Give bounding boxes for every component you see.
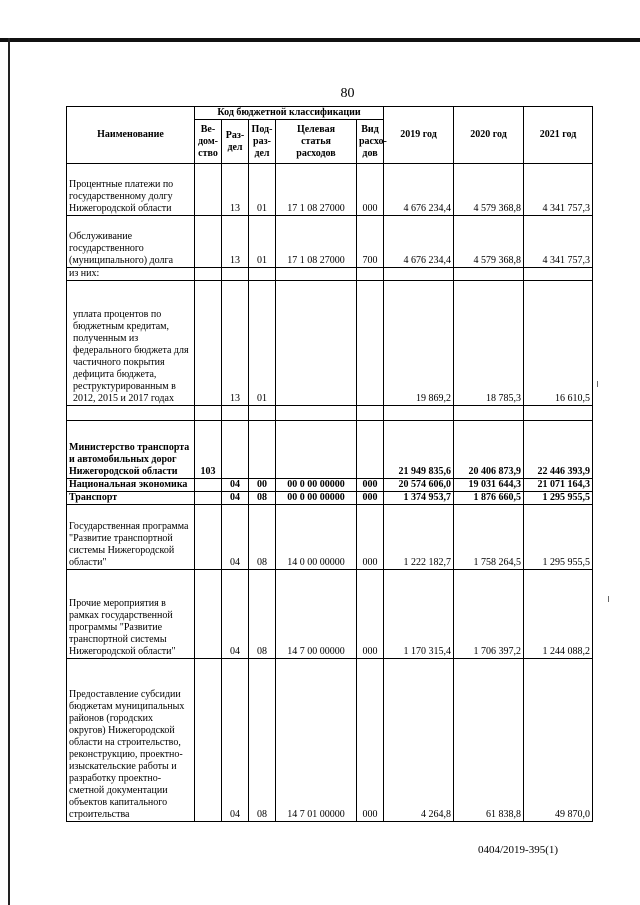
cell-vedomstvo [195, 406, 222, 421]
cell-target: 14 7 00 00000 [276, 570, 357, 659]
cell-vid [357, 268, 384, 281]
cell-podrazdel: 01 [249, 216, 276, 268]
cell-name: Национальная экономика [67, 479, 195, 492]
cell-vedomstvo [195, 505, 222, 570]
cell-2019 [384, 268, 454, 281]
cell-2021 [524, 406, 593, 421]
cell-name: Государственная программа "Развитие транспортной системы Нижегородской области" [67, 505, 195, 570]
cell-razdel: 04 [222, 505, 249, 570]
cell-podrazdel: 01 [249, 281, 276, 406]
cell-name [67, 406, 195, 421]
cell-name: уплата процентов по бюджетным кредитам, полученным из федерального бюджета для частичного покрытия дефицита бюджета, реструктурированным в 2012, 2015 и 2017 годах [67, 281, 195, 406]
cell-2021: 49 870,0 [524, 659, 593, 822]
margin-tick-mark [597, 381, 598, 387]
header-code-group: Код бюджетной классификации [195, 107, 384, 120]
cell-vedomstvo [195, 492, 222, 505]
table-row [67, 659, 593, 822]
cell-target [276, 268, 357, 281]
document-code: 0404/2019-395(1) [478, 844, 559, 856]
table-row [67, 406, 593, 421]
cell-razdel [222, 421, 249, 479]
cell-vid [357, 281, 384, 406]
cell-razdel: 04 [222, 479, 249, 492]
cell-2020: 4 579 368,8 [454, 164, 524, 216]
cell-2019: 19 869,2 [384, 281, 454, 406]
header-name: Наименование [67, 107, 195, 164]
cell-2020: 19 031 644,3 [454, 479, 524, 492]
cell-target: 00 0 00 00000 [276, 492, 357, 505]
cell-vedomstvo [195, 268, 222, 281]
cell-2020: 1 758 264,5 [454, 505, 524, 570]
cell-2021: 1 295 955,5 [524, 505, 593, 570]
cell-vedomstvo [195, 216, 222, 268]
cell-razdel [222, 406, 249, 421]
cell-podrazdel: 08 [249, 505, 276, 570]
cell-name: Министерство транспорта и автомобильных дорог Нижегородской области [67, 421, 195, 479]
cell-2019: 4 676 234,4 [384, 216, 454, 268]
cell-2020: 18 785,3 [454, 281, 524, 406]
table-row [67, 164, 593, 216]
cell-target: 14 0 00 00000 [276, 505, 357, 570]
table-row [67, 570, 593, 659]
cell-podrazdel: 08 [249, 570, 276, 659]
cell-2019: 1 170 315,4 [384, 570, 454, 659]
table-row [67, 421, 593, 479]
cell-target [276, 406, 357, 421]
cell-2021: 22 446 393,9 [524, 421, 593, 479]
cell-name: Процентные платежи по государственному долгу Нижегородской области [67, 164, 195, 216]
cell-razdel: 13 [222, 164, 249, 216]
cell-2021: 16 610,5 [524, 281, 593, 406]
cell-2020 [454, 268, 524, 281]
table-row [67, 479, 593, 492]
cell-2019: 4 264,8 [384, 659, 454, 822]
cell-vid: 000 [357, 164, 384, 216]
cell-vedomstvo: 103 [195, 421, 222, 479]
cell-target: 17 1 08 27000 [276, 216, 357, 268]
cell-name: Обслуживание государственного (муниципального) долга [67, 216, 195, 268]
cell-vedomstvo [195, 659, 222, 822]
cell-target [276, 421, 357, 479]
cell-2019 [384, 406, 454, 421]
cell-vid [357, 421, 384, 479]
table-row [67, 492, 593, 505]
cell-vid: 000 [357, 479, 384, 492]
cell-razdel: 04 [222, 570, 249, 659]
cell-2019: 1 222 182,7 [384, 505, 454, 570]
margin-tick-mark [608, 596, 609, 602]
cell-2020 [454, 406, 524, 421]
cell-vedomstvo [195, 164, 222, 216]
cell-name: Транспорт [67, 492, 195, 505]
cell-2019: 20 574 606,0 [384, 479, 454, 492]
cell-razdel: 04 [222, 659, 249, 822]
cell-razdel: 04 [222, 492, 249, 505]
header-vid: Вид расхо- дов [357, 120, 384, 164]
cell-name: Предоставление субсидии бюджетам муниципальных районов (городских округов) Нижегородской области на строительство, реконструкцию, проектно-изыскательские работы и разработку проектно-сметной документации объектов капитального строительства [67, 659, 195, 822]
cell-2021: 4 341 757,3 [524, 216, 593, 268]
cell-2019: 21 949 835,6 [384, 421, 454, 479]
header-vedomstvo: Ве- дом- ство [195, 120, 222, 164]
header-podrazdel: Под- раз- дел [249, 120, 276, 164]
page-left-border [8, 38, 10, 905]
header-2020: 2020 год [454, 107, 524, 164]
page-top-border [0, 38, 640, 42]
cell-target: 14 7 01 00000 [276, 659, 357, 822]
cell-podrazdel [249, 406, 276, 421]
cell-vedomstvo [195, 570, 222, 659]
header-2019: 2019 год [384, 107, 454, 164]
table-body [67, 164, 593, 822]
cell-podrazdel: 01 [249, 164, 276, 216]
header-target: Целевая статья расходов [276, 120, 357, 164]
cell-razdel: 13 [222, 281, 249, 406]
cell-name: из них: [67, 268, 195, 281]
cell-2021: 21 071 164,3 [524, 479, 593, 492]
header-razdel: Раз- дел [222, 120, 249, 164]
cell-2020: 4 579 368,8 [454, 216, 524, 268]
cell-vid: 000 [357, 505, 384, 570]
cell-2021 [524, 268, 593, 281]
table-row [67, 216, 593, 268]
cell-vid: 000 [357, 492, 384, 505]
cell-razdel: 13 [222, 216, 249, 268]
cell-vedomstvo [195, 479, 222, 492]
cell-name: Прочие мероприятия в рамках государственной программы "Развитие транспортной системы Нижегородской области" [67, 570, 195, 659]
cell-2020: 1 876 660,5 [454, 492, 524, 505]
cell-2020: 1 706 397,2 [454, 570, 524, 659]
table-row [67, 505, 593, 570]
cell-2021: 1 244 088,2 [524, 570, 593, 659]
header-2021: 2021 год [524, 107, 593, 164]
cell-vid: 700 [357, 216, 384, 268]
cell-razdel [222, 268, 249, 281]
table-row [67, 281, 593, 406]
cell-2021: 1 295 955,5 [524, 492, 593, 505]
page-number: 80 [340, 86, 355, 101]
cell-2019: 1 374 953,7 [384, 492, 454, 505]
cell-podrazdel: 00 [249, 479, 276, 492]
cell-2021: 4 341 757,3 [524, 164, 593, 216]
cell-target: 17 1 08 27000 [276, 164, 357, 216]
cell-vedomstvo [195, 281, 222, 406]
cell-2020: 20 406 873,9 [454, 421, 524, 479]
cell-podrazdel: 08 [249, 492, 276, 505]
cell-podrazdel [249, 421, 276, 479]
table-row [67, 268, 593, 281]
cell-vid: 000 [357, 659, 384, 822]
cell-vid: 000 [357, 570, 384, 659]
cell-2019: 4 676 234,4 [384, 164, 454, 216]
cell-vid [357, 406, 384, 421]
budget-table [66, 106, 593, 822]
cell-target [276, 281, 357, 406]
cell-podrazdel: 08 [249, 659, 276, 822]
cell-target: 00 0 00 00000 [276, 479, 357, 492]
cell-2020: 61 838,8 [454, 659, 524, 822]
cell-podrazdel [249, 268, 276, 281]
